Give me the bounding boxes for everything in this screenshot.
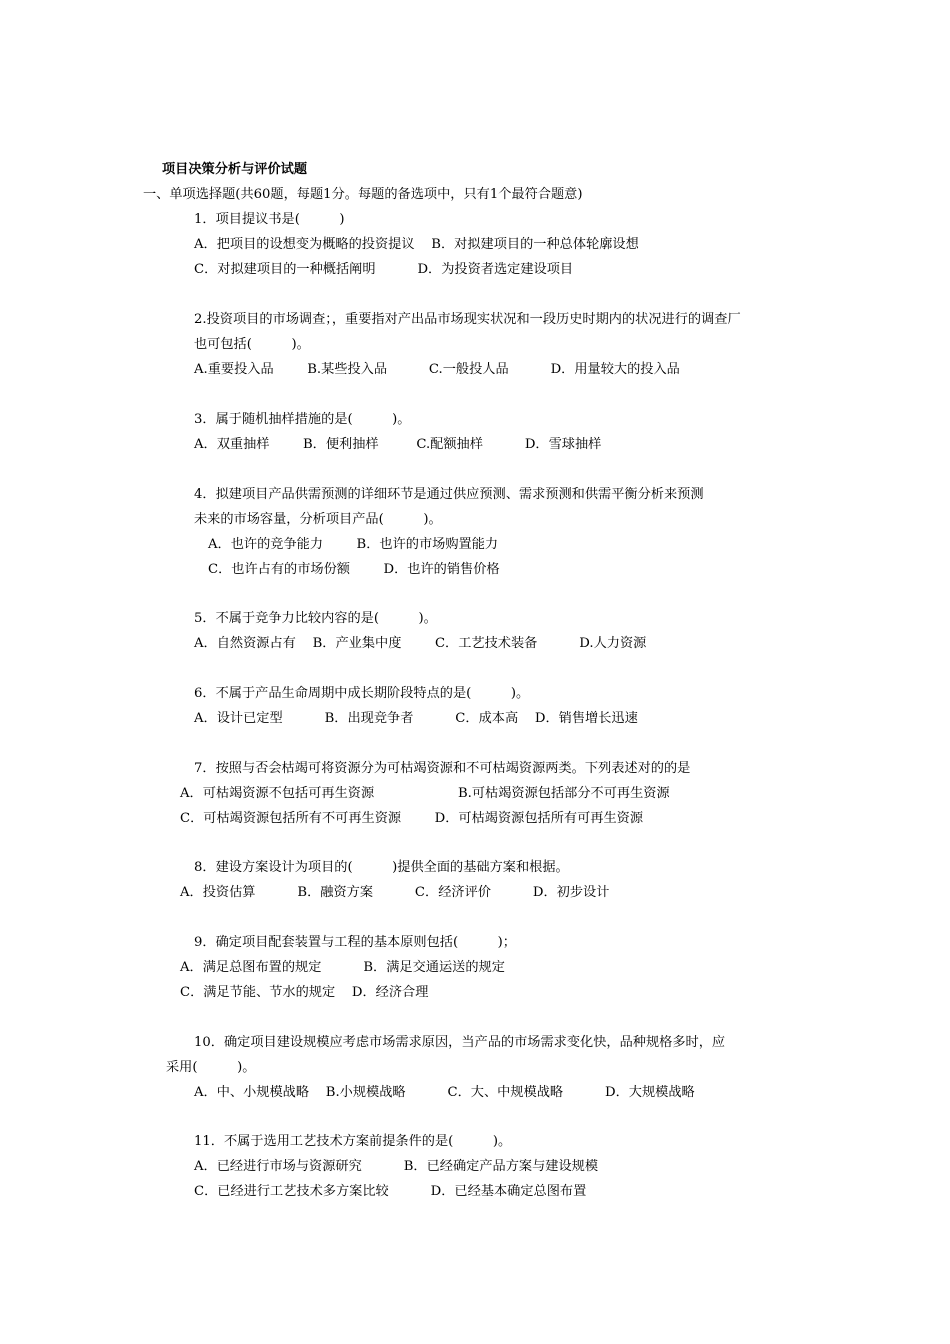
question-10-stem-cont: 采用( )。 xyxy=(166,1060,256,1075)
question-3-stem: 3．属于随机抽样措施的是( )。 xyxy=(194,412,411,427)
question-2-stem: 2.投资项目的市场调查；，重要指对产出品市场现实状况和一段历史时期内的状况进行的调查厂 xyxy=(194,312,741,327)
question-9-stem: 9．确定项目配套装置与工程的基本原则包括( )； xyxy=(194,935,516,950)
question-1-options-2: C．对拟建项目的一种概括阐明 D．为投资者选定建设项目 xyxy=(194,262,574,277)
question-11-stem: 11．不属于选用工艺技术方案前提条件的是( )。 xyxy=(194,1134,512,1149)
question-9-options-2: C．满足节能、节水的规定 D．经济合理 xyxy=(180,985,429,1000)
question-2-stem-cont: 也可包括( )。 xyxy=(194,337,310,352)
document-title: 项目决策分析与评价试题 xyxy=(162,162,308,177)
question-4-stem-cont: 未来的市场容量，分析项目产品( )。 xyxy=(194,512,442,527)
question-8-options-1: A．投资估算 B．融资方案 C．经济评价 D．初步设计 xyxy=(180,885,610,900)
question-1-stem: 1．项目提议书是( ) xyxy=(194,212,345,227)
question-11-options-2: C．已经进行工艺技术多方案比较 D．已经基本确定总图布置 xyxy=(194,1184,587,1199)
question-10-stem: 10．确定项目建设规模应考虑市场需求原因，当产品的市场需求变化快，品种规格多时，应 xyxy=(194,1035,726,1050)
question-9-options-1: A．满足总图布置的规定 B．满足交通运送的规定 xyxy=(180,960,505,975)
section-heading: 一、单项选择题(共60题，每题1分。每题的备选项中，只有1个最符合题意) xyxy=(143,187,583,202)
question-4-options-2: C．也许占有的市场份额 D．也许的销售价格 xyxy=(208,562,500,577)
question-1-options-1: A．把项目的设想变为概略的投资提议 B．对拟建项目的一种总体轮廓设想 xyxy=(194,237,639,252)
question-10-options-1: A．中、小规模战略 B.小规模战略 C．大、中规模战略 D．大规模战略 xyxy=(194,1085,695,1100)
question-11-options-1: A．已经进行市场与资源研究 B．已经确定产品方案与建设规模 xyxy=(194,1159,599,1174)
question-3-options-1: A．双重抽样 B．便利抽样 C.配额抽样 D．雪球抽样 xyxy=(194,437,602,452)
question-5-options-1: A．自然资源占有 B．产业集中度 C．工艺技术装备 D.人力资源 xyxy=(194,636,647,651)
question-8-stem: 8．建设方案设计为项目的( )提供全面的基础方案和根据。 xyxy=(194,860,569,875)
question-4-stem: 4．拟建项目产品供需预测的详细环节是通过供应预测、需求预测和供需平衡分析来预测 xyxy=(194,487,704,502)
question-5-stem: 5．不属于竞争力比较内容的是( )。 xyxy=(194,611,437,626)
question-4-options-1: A．也许的竞争能力 B．也许的市场购置能力 xyxy=(208,537,499,552)
question-7-stem: 7．按照与否会枯竭可将资源分为可枯竭资源和不可枯竭资源两类。下列表述对的的是 xyxy=(194,761,691,776)
question-2-options-1: A.重要投入品 B.某些投入品 C.一般投人品 D．用量较大的投入品 xyxy=(194,362,680,377)
question-7-options-2: C．可枯竭资源包括所有不可再生资源 D．可枯竭资源包括所有可再生资源 xyxy=(180,811,644,826)
question-6-options-1: A．设计已定型 B．出现竞争者 C．成本高 D．销售增长迅速 xyxy=(194,711,638,726)
question-7-options-1: A．可枯竭资源不包括可再生资源 B.可枯竭资源包括部分不可再生资源 xyxy=(180,786,670,801)
question-6-stem: 6．不属于产品生命周期中成长期阶段特点的是( )。 xyxy=(194,686,530,701)
